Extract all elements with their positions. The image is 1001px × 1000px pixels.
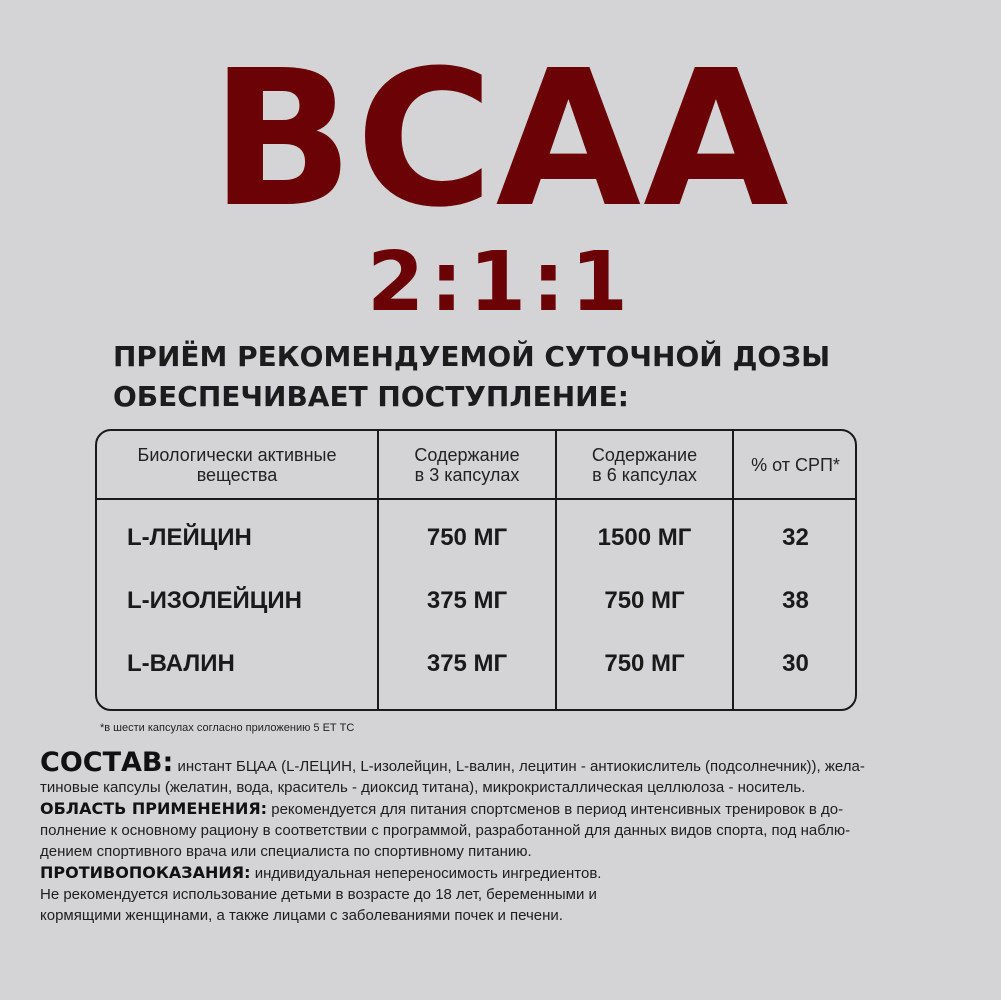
amount-3-capsules: 375 МГ — [426, 587, 508, 614]
substance-name: L-ВАЛИН — [127, 650, 235, 677]
contraindications-line1 — [40, 862, 980, 884]
composition-line1 — [40, 747, 980, 778]
header-3-capsules: Содержание в 3 капсулах — [414, 444, 520, 485]
substance-name: L-ИЗОЛЕЙЦИН — [127, 587, 302, 614]
amount-6-capsules: 750 МГ — [604, 650, 685, 677]
dose-heading-line2: ОБЕСПЕЧИВАЕТ ПОСТУПЛЕНИЕ: — [113, 380, 629, 413]
composition-text: инстант БЦАА (L-ЛЕЦИН, L-изолейцин, L-валин, лецитин - антиокислитель (подсолнечник)), жела- — [177, 758, 865, 775]
dose-heading — [113, 337, 973, 417]
header-srp-percent: % от СРП* — [751, 454, 840, 475]
composition-line2: тиновые капсулы (желатин, вода, краситель - диоксид титана), микрокристаллическая целлюлоза - носитель. — [40, 779, 806, 796]
usage-line1 — [40, 798, 980, 820]
header-substances: Биологически активные вещества — [137, 444, 337, 485]
amount-6-capsules: 750 МГ — [604, 587, 685, 614]
amount-6-capsules: 1500 МГ — [597, 524, 692, 551]
header-6-capsules: Содержание в 6 капсулах — [591, 444, 698, 485]
contraindications-label: ПРОТИВОПОКАЗАНИЯ: — [40, 863, 251, 882]
composition-label: СОСТАВ: — [40, 747, 174, 778]
srp-percent: 30 — [782, 650, 809, 677]
header-divider — [97, 498, 855, 500]
ratio-label: 2:1:1 — [367, 235, 634, 330]
contraindications-line3: кормящими женщинами, а также лицами с заболеваниями почек и печени. — [40, 907, 563, 924]
usage-label: ОБЛАСТЬ ПРИМЕНЕНИЯ: — [40, 799, 268, 818]
product-title: BCAA — [210, 30, 791, 249]
contraindications-line2: Не рекомендуется использование детьми в возрасте до 18 лет, беременными и — [40, 886, 597, 903]
table-footnote: *в шести капсулах согласно приложению 5 ЕТ ТС — [100, 722, 355, 734]
srp-percent: 38 — [782, 587, 809, 614]
substance-name: L-ЛЕЙЦИН — [127, 524, 252, 551]
amount-3-capsules: 750 МГ — [426, 524, 508, 551]
srp-percent: 32 — [782, 524, 809, 551]
usage-line3: дением спортивного врача или специалиста по спортивному питанию. — [40, 843, 532, 860]
usage-text: рекомендуется для питания спортсменов в период интенсивных тренировок в до- — [271, 801, 844, 818]
contraindications-text: индивидуальная непереносимость ингредиентов. — [254, 865, 602, 882]
product-info — [40, 747, 980, 926]
dose-heading-line1: ПРИЁМ РЕКОМЕНДУЕМОЙ СУТОЧНОЙ ДОЗЫ — [113, 340, 831, 373]
usage-line2: полнение к основному рациону в соответствии с программой, разработанной для данных видов спорта, под наблю- — [40, 822, 851, 839]
amount-3-capsules: 375 МГ — [426, 650, 508, 677]
nutrition-table — [95, 429, 857, 711]
